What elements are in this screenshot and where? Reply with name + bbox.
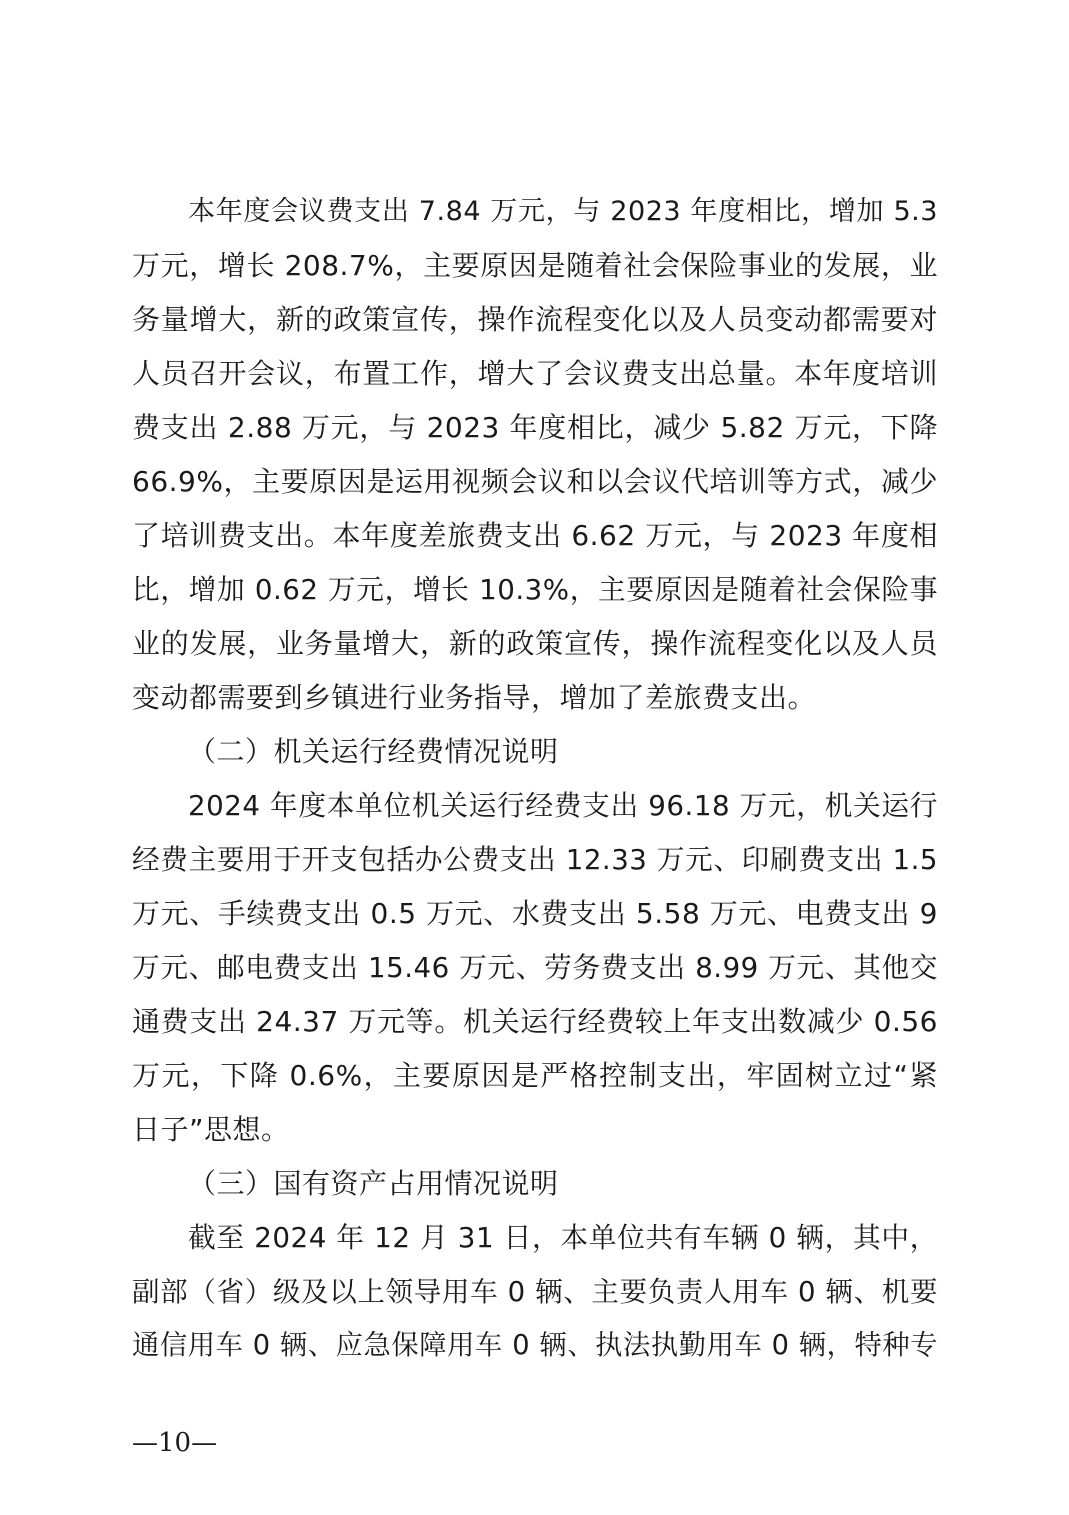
paragraph-1-line-4: 人员召开会议，布置工作，增大了会议费支出总量。本年度培训 — [132, 357, 938, 390]
section-2-line-1: 2024 年度本单位机关运行经费支出 96.18 万元，机关运行 — [188, 789, 938, 822]
paragraph-1-line-10: 变动都需要到乡镇进行业务指导，增加了差旅费支出。 — [132, 681, 817, 714]
paragraph-1-line-6: 66.9%，主要原因是运用视频会议和以会议代培训等方式，减少 — [132, 465, 938, 498]
section-2-line-6: 万元，下降 0.6%，主要原因是严格控制支出，牢固树立过“紧 — [132, 1059, 938, 1092]
section-2-line-4: 万元、邮电费支出 15.46 万元、劳务费支出 8.99 万元、其他交 — [132, 951, 938, 984]
page-number: —10— — [132, 1428, 218, 1458]
paragraph-1-line-9: 业的发展，业务量增大，新的政策宣传，操作流程变化以及人员 — [132, 627, 938, 660]
section-2-line-3: 万元、手续费支出 0.5 万元、水费支出 5.58 万元、电费支出 9 — [132, 897, 938, 930]
paragraph-1-line-8: 比，增加 0.62 万元，增长 10.3%，主要原因是随着社会保险事 — [132, 573, 938, 606]
section-3-line-1: 截至 2024 年 12 月 31 日，本单位共有车辆 0 辆，其中， — [188, 1221, 938, 1254]
section-3-line-2: 副部（省）级及以上领导用车 0 辆、主要负责人用车 0 辆、机要 — [132, 1276, 938, 1308]
paragraph-1-line-5: 费支出 2.88 万元，与 2023 年度相比，减少 5.82 万元，下降 — [132, 411, 938, 444]
paragraph-1-line-7: 了培训费支出。本年度差旅费支出 6.62 万元，与 2023 年度相 — [132, 519, 938, 552]
paragraph-1-line-3: 务量增大，新的政策宣传，操作流程变化以及人员变动都需要对 — [132, 303, 938, 336]
section-3-line-3: 通信用车 0 辆、应急保障用车 0 辆、执法执勤用车 0 辆，特种专 — [132, 1330, 938, 1361]
section-2-line-2: 经费主要用于开支包括办公费支出 12.33 万元、印刷费支出 1.5 — [132, 843, 938, 876]
paragraph-1-line-1: 本年度会议费支出 7.84 万元，与 2023 年度相比，增加 5.3 — [188, 196, 938, 227]
section-2-heading: （二）机关运行经费情况说明 — [188, 735, 559, 768]
section-2-line-5: 通费支出 24.37 万元等。机关运行经费较上年支出数减少 0.56 — [132, 1005, 938, 1038]
section-3-heading: （三）国有资产占用情况说明 — [188, 1167, 559, 1200]
paragraph-1-line-2: 万元，增长 208.7%，主要原因是随着社会保险事业的发展，业 — [132, 249, 938, 282]
section-2-line-7: 日子”思想。 — [132, 1113, 290, 1146]
